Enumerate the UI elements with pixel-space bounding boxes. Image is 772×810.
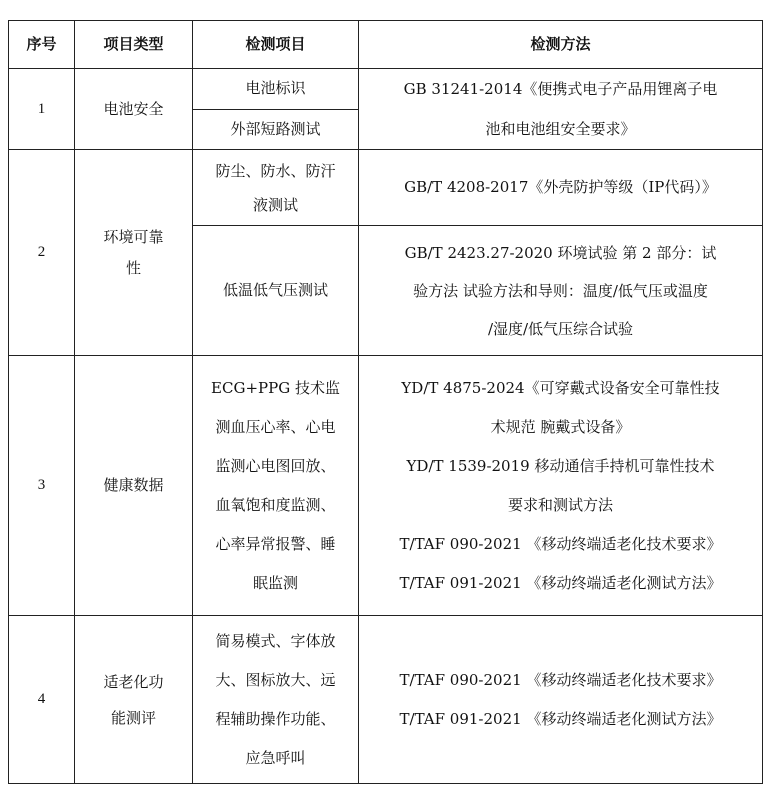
table-row: [9, 69, 763, 110]
method-line: T/TAF 091-2021 《移动终端适老化测试方法》: [399, 573, 722, 592]
item-line: 血氧饱和度监测、: [215, 495, 336, 514]
row-item: [193, 226, 359, 356]
category-line: 电池安全: [103, 99, 164, 118]
row-method: [359, 69, 763, 150]
method-line: T/TAF 091-2021 《移动终端适老化测试方法》: [399, 709, 722, 728]
method-line: GB/T 2423.27-2020 环境试验 第 2 部分：试: [404, 243, 717, 262]
header-item: 检测项目: [193, 21, 359, 69]
row-method: [359, 616, 763, 784]
row-method: [359, 356, 763, 616]
row-index: 3: [9, 356, 75, 616]
method-line: T/TAF 090-2021 《移动终端适老化技术要求》: [399, 534, 722, 553]
item-line: 监测心电图回放、: [215, 456, 336, 475]
item-line: 低温低气压测试: [222, 281, 328, 299]
method-line: GB/T 4208-2017《外壳防护等级（IP代码）》: [404, 178, 717, 196]
item-line: 液测试: [252, 195, 298, 214]
row-index: 2: [9, 150, 75, 356]
table-row: [9, 356, 763, 616]
row-index: 4: [9, 616, 75, 784]
method-line: 池和电池组安全要求》: [485, 120, 636, 138]
header-category: 项目类型: [75, 21, 193, 69]
row-category: [75, 150, 193, 356]
method-line: T/TAF 090-2021 《移动终端适老化技术要求》: [399, 670, 722, 689]
method-line: YD/T 4875-2024《可穿戴式设备安全可靠性技: [401, 378, 720, 397]
item-line: 程辅助操作功能、: [215, 709, 336, 728]
method-line: YD/T 1539-2019 移动通信手持机可靠性技术: [406, 456, 715, 475]
item-line: 电池标识: [245, 79, 306, 98]
category-line: 适老化功: [103, 672, 164, 691]
row-category: [75, 356, 193, 616]
row-category: [75, 616, 193, 784]
table-row: [9, 150, 763, 226]
row-item: [193, 616, 359, 784]
method-line: GB 31241-2014《便携式电子产品用锂离子电: [403, 80, 718, 98]
row-item: [193, 109, 359, 150]
row-item: [193, 356, 359, 616]
row-method: [359, 150, 763, 226]
item-line: 防尘、防水、防汗: [215, 161, 336, 180]
row-item: [193, 69, 359, 110]
header-row: [9, 21, 763, 69]
item-line: 大、图标放大、远: [215, 670, 336, 689]
method-line: /湿度/低气压综合试验: [487, 319, 634, 338]
row-method: [359, 226, 763, 356]
item-line: 外部短路测试: [230, 119, 321, 138]
category-line: 性: [125, 258, 141, 277]
item-line: 心率异常报警、睡: [215, 534, 336, 553]
item-line: 应急呼叫: [245, 748, 306, 767]
header-index: 序号: [9, 21, 75, 69]
method-line: 验方法 试验方法和导则：温度/低气压或温度: [413, 281, 708, 300]
category-line: 健康数据: [103, 476, 164, 494]
item-line: 测血压心率、心电: [215, 417, 336, 436]
row-category: [75, 69, 193, 150]
item-line: 眠监测: [252, 573, 298, 592]
table-row: [9, 616, 763, 784]
row-item: [193, 150, 359, 226]
method-line: 要求和测试方法: [507, 495, 613, 514]
category-line: 能测评: [110, 708, 156, 727]
row-index: 1: [9, 69, 75, 150]
item-line: 简易模式、字体放: [215, 631, 336, 650]
test-items-table: [8, 20, 763, 784]
item-line: ECG+PPG 技术监: [211, 378, 340, 397]
header-method: 检测方法: [359, 21, 763, 69]
category-line: 环境可靠: [103, 227, 164, 246]
test-items-table-container: [8, 20, 763, 784]
method-line: 术规范 腕戴式设备》: [490, 417, 631, 436]
